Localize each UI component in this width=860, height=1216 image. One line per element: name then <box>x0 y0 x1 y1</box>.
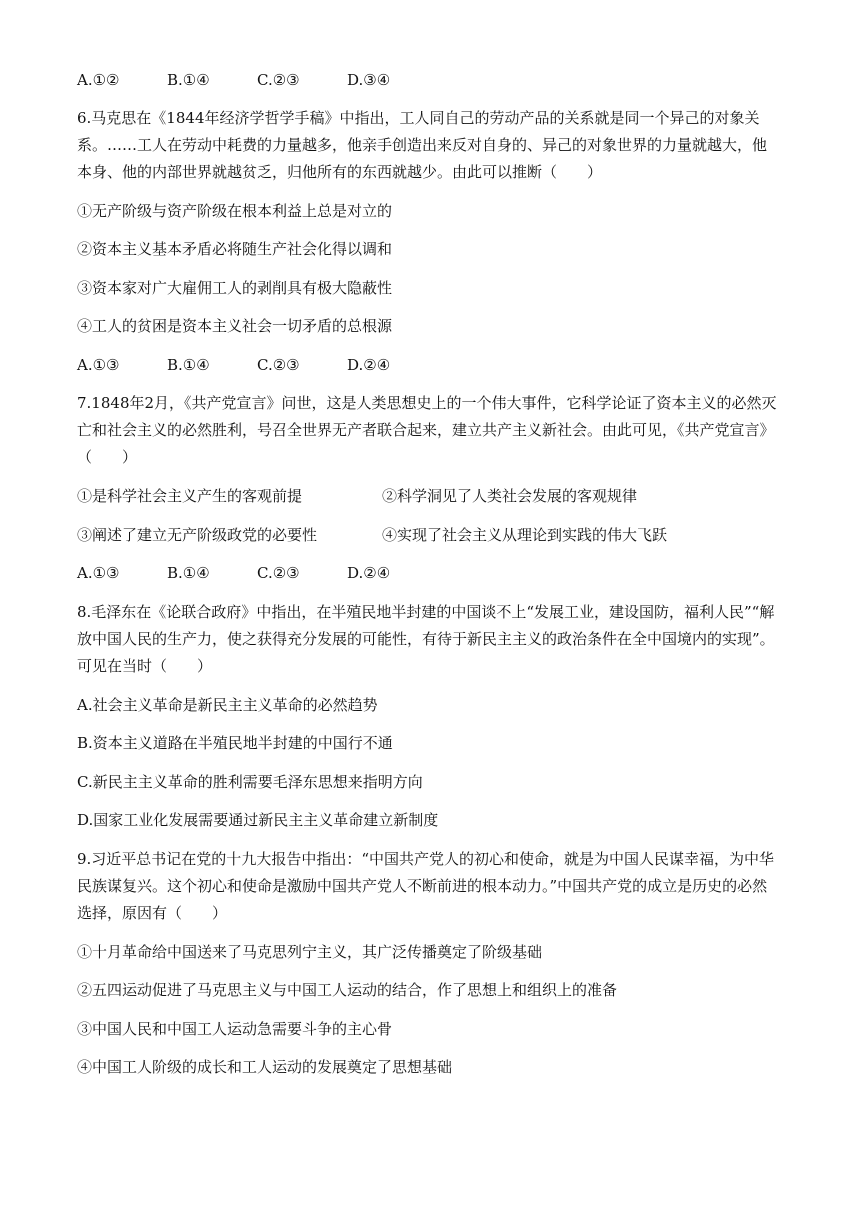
q6-stem-line-3: 本身、他的内部世界就越贫乏，归他所有的东西就越少。由此可以推断（ ） <box>77 163 603 181</box>
q9-stem-line-1: 9.习近平总书记在党的十九大报告中指出：“中国共产党人的初心和使命，就是为中国人民谋幸福，为中华 <box>77 850 774 868</box>
q6-item-3: ③资本家对广大雇佣工人的剥削具有极大隐蔽性 <box>77 279 393 297</box>
q5-option-a[interactable]: A.①② <box>77 71 120 89</box>
q9-item-3: ③中国人民和中国工人运动急需要斗争的主心骨 <box>77 1020 393 1038</box>
q5-option-d[interactable]: D.③④ <box>347 71 391 89</box>
q6-item-1: ①无产阶级与资产阶级在根本利益上总是对立的 <box>77 202 393 220</box>
q7-item-1: ①是科学社会主义产生的客观前提 <box>77 487 303 505</box>
q5-option-c[interactable]: C.②③ <box>257 71 300 89</box>
q7-item-2: ②科学洞见了人类社会发展的客观规律 <box>382 487 638 505</box>
q9-item-4: ④中国工人阶级的成长和工人运动的发展奠定了思想基础 <box>77 1058 453 1076</box>
q9-stem-line-2: 民族谋复兴。这个初心和使命是激励中国共产党人不断前进的根本动力。”中国共产党的成立是历史的必然 <box>77 877 768 895</box>
q8-choice-a[interactable]: A.社会主义革命是新民主主义革命的必然趋势 <box>77 696 378 714</box>
q6-stem-line-1: 6.马克思在《1844年经济学哲学手稿》中指出，工人同自己的劳动产品的关系就是同一个异己的对象关 <box>77 109 760 127</box>
q8-choice-c[interactable]: C.新民主主义革命的胜利需要毛泽东思想来指明方向 <box>77 773 423 791</box>
q8-choice-d[interactable]: D.国家工业化发展需要通过新民主主义革命建立新制度 <box>77 811 439 829</box>
q8-stem-line-3: 可见在当时（ ） <box>77 657 213 675</box>
q9-stem-line-3: 选择，原因有（ ） <box>77 904 228 922</box>
q5-option-b[interactable]: B.①④ <box>167 71 210 89</box>
q7-option-b[interactable]: B.①④ <box>167 564 210 582</box>
q6-item-4: ④工人的贫困是资本主义社会一切矛盾的总根源 <box>77 317 393 335</box>
q9-item-1: ①十月革命给中国送来了马克思列宁主义，其广泛传播奠定了阶级基础 <box>77 943 543 961</box>
q6-options <box>77 356 437 374</box>
q6-option-b[interactable]: B.①④ <box>167 356 210 374</box>
q6-option-a[interactable]: A.①③ <box>77 356 120 374</box>
q7-options <box>77 564 437 582</box>
q6-stem-line-2: 系。……工人在劳动中耗费的力量越多，他亲手创造出来反对自身的、异己的对象世界的力量就越大，他 <box>77 136 768 154</box>
q6-option-c[interactable]: C.②③ <box>257 356 300 374</box>
q8-stem-line-2: 放中国人民的生产力，使之获得充分发展的可能性，有待于新民主主义的政治条件在全中国境内的实现”。 <box>77 630 775 648</box>
q8-stem-line-1: 8.毛泽东在《论联合政府》中指出，在半殖民地半封建的中国谈不上“发展工业，建设国防，福利人民”“解 <box>77 603 775 621</box>
q7-stem-line-3: （ ） <box>77 448 138 466</box>
q7-option-d[interactable]: D.②④ <box>347 564 391 582</box>
q7-item-3: ③阐述了建立无产阶级政党的必要性 <box>77 526 318 544</box>
q6-option-d[interactable]: D.②④ <box>347 356 391 374</box>
q7-stem-line-2: 亡和社会主义的必然胜利，号召全世界无产者联合起来，建立共产主义新社会。由此可见，《共产党宣言》 <box>77 421 775 439</box>
q5-options <box>77 71 437 89</box>
q8-choice-b[interactable]: B.资本主义道路在半殖民地半封建的中国行不通 <box>77 734 393 752</box>
q7-option-a[interactable]: A.①③ <box>77 564 120 582</box>
q7-stem-line-1: 7.1848年2月，《共产党宣言》问世，这是人类思想史上的一个伟大事件，它科学论证了资本主义的必然灭 <box>77 394 777 412</box>
q7-option-c[interactable]: C.②③ <box>257 564 300 582</box>
q7-item-4: ④实现了社会主义从理论到实践的伟大飞跃 <box>382 526 668 544</box>
q9-item-2: ②五四运动促进了马克思主义与中国工人运动的结合，作了思想上和组织上的准备 <box>77 981 618 999</box>
q6-item-2: ②资本主义基本矛盾必将随生产社会化得以调和 <box>77 240 393 258</box>
